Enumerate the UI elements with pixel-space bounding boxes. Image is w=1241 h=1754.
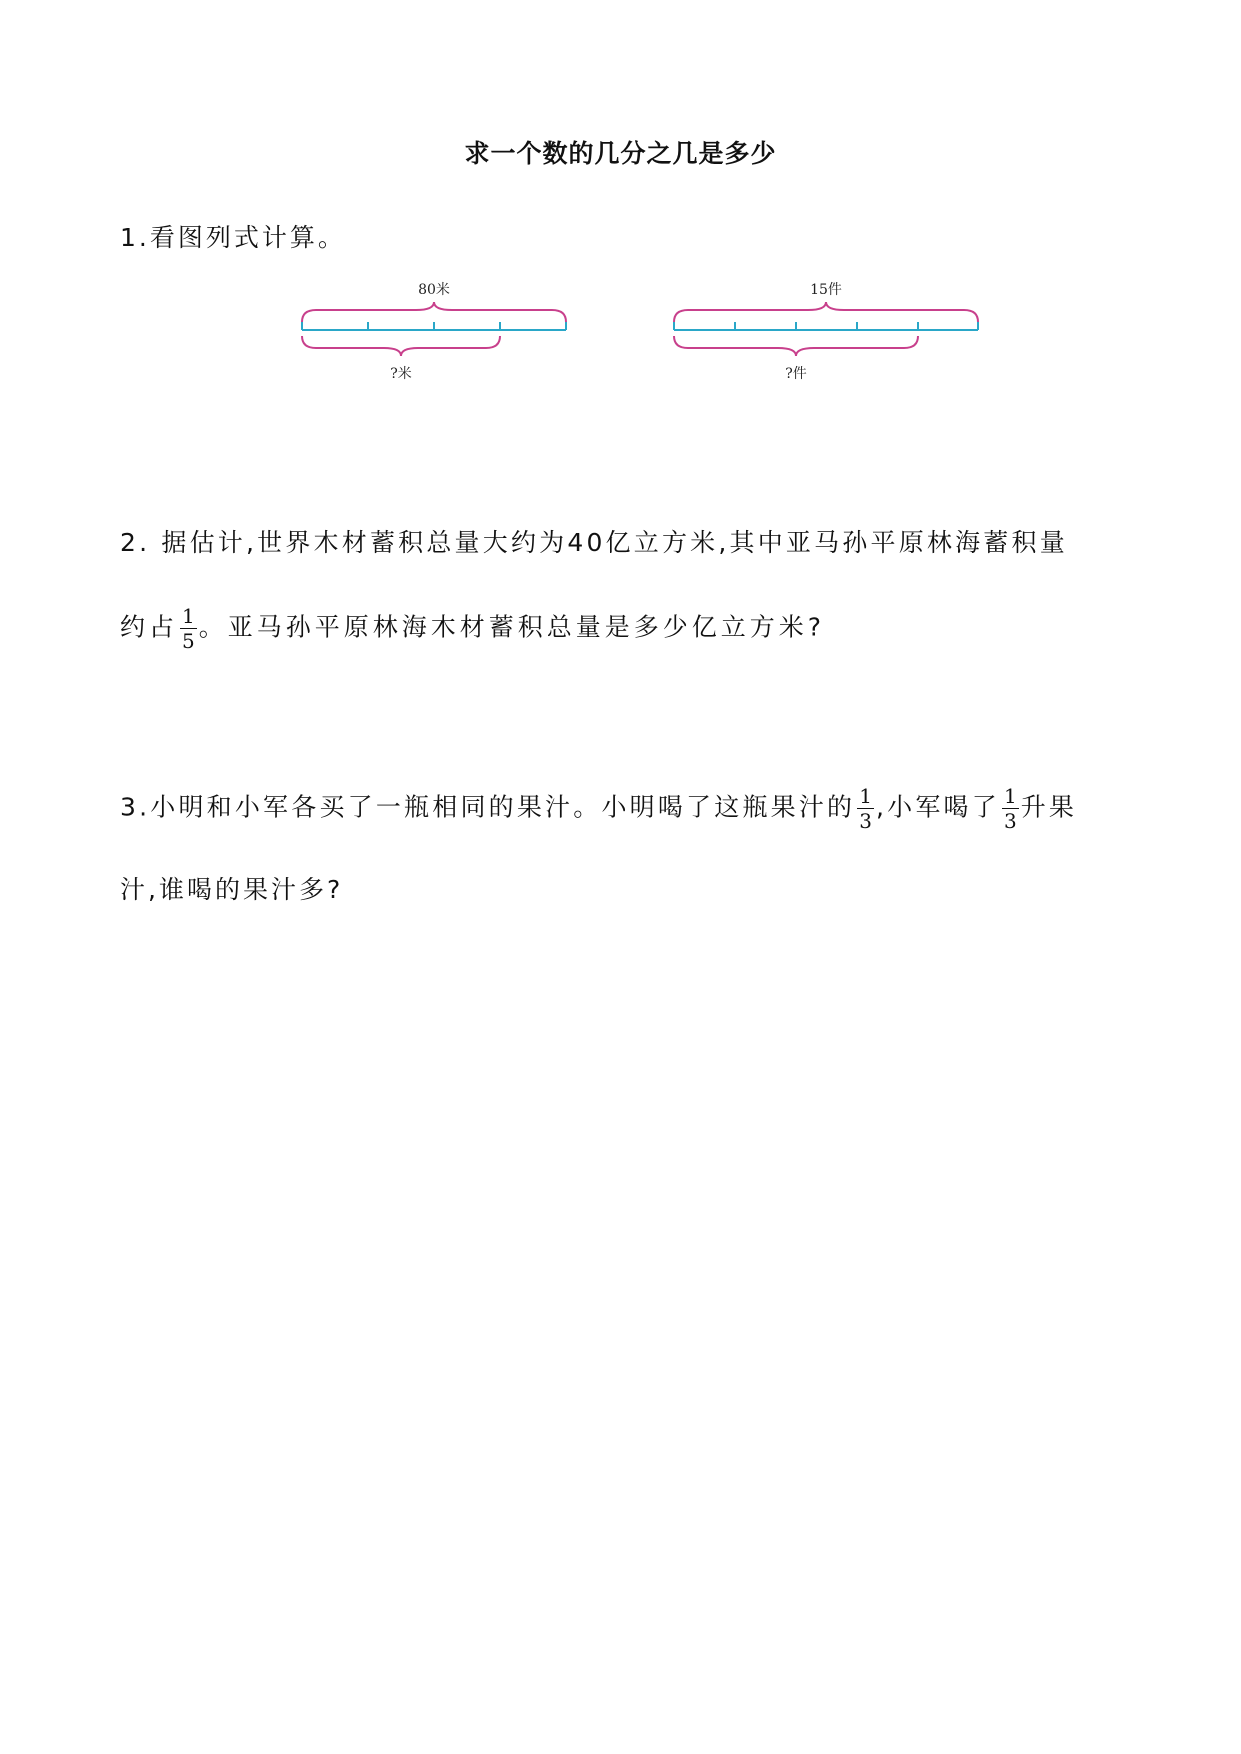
diagram-1-top-brace [302, 302, 566, 322]
question-3-text-before: 3.小明和小军各买了一瓶相同的果汁。小明喝了这瓶果汁的 [120, 792, 856, 822]
question-3-text-mid: ,小军喝了 [876, 792, 1000, 822]
diagram-2-bar [674, 322, 978, 330]
fraction-denominator: 5 [182, 629, 195, 653]
question-3-line-2: 汁,谁喝的果汁多? [120, 875, 344, 904]
question-2-line-1: 2. 据估计,世界木材蓄积总量大约为40亿立方米,其中亚马孙平原林海蓄积量 [120, 528, 1068, 557]
diagram-2-top-brace [674, 302, 978, 322]
question-3-text-after: 升果 [1020, 792, 1078, 822]
fraction-denominator: 3 [859, 809, 872, 833]
diagram-2-bottom-brace [674, 336, 918, 356]
fraction-denominator: 3 [1003, 809, 1017, 833]
diagram-2 [668, 270, 998, 390]
fraction-numerator: 1 [182, 604, 195, 628]
question-2-text-before: 约占 [120, 612, 179, 642]
fraction-numerator: 1 [1003, 784, 1017, 808]
question-3-line-1 [120, 786, 1077, 831]
diagram-1 [296, 270, 576, 390]
fraction-numerator: 1 [859, 784, 872, 808]
diagram-1-total-label: 80米 [418, 282, 450, 298]
fraction-one-third-b [1002, 786, 1019, 831]
diagram-1-bottom-brace [302, 336, 500, 356]
fraction-one-third-a [857, 786, 874, 831]
question-1-text: 1.看图列式计算。 [120, 223, 346, 252]
question-2-line-2 [120, 606, 825, 651]
fraction-one-fifth [180, 606, 197, 651]
diagram-1-part-label: ?米 [390, 366, 412, 382]
page-title: 求一个数的几分之几是多少 [464, 139, 777, 168]
question-2-text-after: 。亚马孙平原林海木材蓄积总量是多少亿立方米? [198, 612, 826, 642]
diagram-1-bar [302, 322, 566, 330]
diagram-2-part-label: ?件 [785, 366, 807, 382]
diagram-2-total-label: 15件 [810, 282, 842, 298]
